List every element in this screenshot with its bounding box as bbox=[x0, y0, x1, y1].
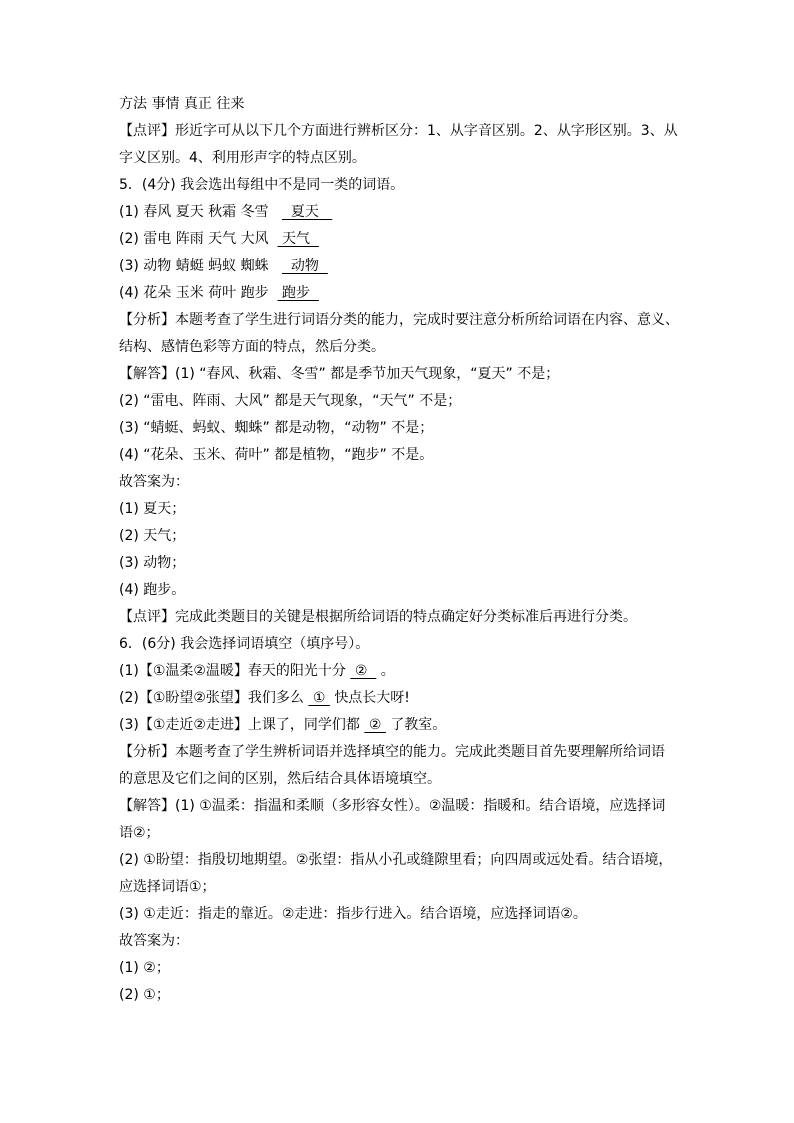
q6-item-text: (3)【①走近②走进】上课了，同学们都 bbox=[119, 717, 360, 733]
answer-heading: 故答案为： bbox=[119, 474, 189, 490]
q6-answer-blank: ② bbox=[368, 717, 382, 733]
solution-line-cont: 语②； bbox=[119, 825, 160, 841]
solution-line: 【解答】(1) “春风、秋霜、冬雪” 都是季节加天气现象，“夏天” 不是； bbox=[119, 366, 560, 382]
q5-item-text: (1) 春风 夏天 秋霜 冬雪 bbox=[119, 204, 269, 220]
analysis-line: 【分析】本题考查了学生辨析词语并选择填空的能力。完成此类题目首先要理解所给词语 bbox=[119, 744, 665, 760]
word-list-line: 方法 事情 真正 往来 bbox=[119, 96, 245, 112]
q6-item-suffix: 。 bbox=[380, 663, 395, 679]
q6-answer-blank: ① bbox=[312, 690, 326, 706]
solution-line: (2) ①盼望：指殷切地期望。②张望：指从小孔或缝隙里看；向四周或远处看。结合语境， bbox=[119, 852, 673, 868]
solution-line: (3) “蜻蜓、蚂蚁、蜘蛛” 都是动物，“动物” 不是； bbox=[119, 420, 434, 436]
answer-line: (3) 动物； bbox=[119, 555, 186, 571]
q5-item-2 bbox=[119, 230, 319, 248]
solution-line: (2) “雷电、阵雨、大风” 都是天气现象，“天气” 不是； bbox=[119, 393, 462, 409]
solution-line: (3) ①走近：指走的靠近。②走进：指步行进入。结合语境，应选择词语②。 bbox=[119, 906, 587, 922]
q6-item-1 bbox=[119, 662, 395, 680]
q6-item-3 bbox=[119, 716, 446, 734]
answer-line: (2) ①； bbox=[119, 987, 170, 1003]
analysis-line-cont: 的意思及它们之间的区别，然后结合具体语境填空。 bbox=[119, 771, 441, 787]
analysis-line: 【分析】本题考查了学生进行词语分类的能力，完成时要注意分析所给词语在内容、意义、 bbox=[119, 312, 679, 328]
q6-item-suffix: 快点长大呀! bbox=[334, 690, 410, 706]
q5-item-text: (4) 花朵 玉米 荷叶 跑步 bbox=[119, 285, 269, 301]
comment-line-cont: 字义区别。4、利用形声字的特点区别。 bbox=[119, 150, 366, 166]
answer-heading: 故答案为： bbox=[119, 933, 189, 949]
answer-line: (1) 夏天； bbox=[119, 501, 186, 517]
q5-item-3 bbox=[119, 257, 328, 275]
q6-item-text: (1)【①温柔②温暖】春天的阳光十分 bbox=[119, 663, 346, 679]
q5-answer-blank: 夏天 bbox=[290, 204, 319, 220]
solution-line: 【解答】(1) ①温柔：指温和柔顺（多形容女性）。②温暖：指暖和。结合语境，应选择词 bbox=[119, 798, 666, 814]
q5-answer-blank: 跑步 bbox=[282, 285, 310, 301]
comment-line: 【点评】形近字可从以下几个方面进行辨析区分：1、从字音区别。2、从字形区别。3、从 bbox=[119, 123, 678, 139]
q5-item-text: (2) 雷电 阵雨 天气 大风 bbox=[119, 231, 269, 247]
q5-item-4 bbox=[119, 284, 319, 302]
solution-line-cont: 应选择词语①； bbox=[119, 879, 216, 895]
question-6-title: 6．(6分) 我会选择词语填空（填序号）。 bbox=[119, 636, 370, 652]
question-5-title: 5．(4分) 我会选出每组中不是同一类的词语。 bbox=[119, 177, 405, 193]
q6-item-suffix: 了教室。 bbox=[390, 717, 447, 733]
answer-line: (1) ②； bbox=[119, 960, 170, 976]
q5-item-1 bbox=[119, 203, 332, 221]
q6-item-2 bbox=[119, 689, 410, 707]
q5-answer-blank: 动物 bbox=[290, 258, 319, 274]
analysis-line-cont: 结构、感情色彩等方面的特点，然后分类。 bbox=[119, 339, 385, 355]
answer-line: (4) 跑步。 bbox=[119, 582, 186, 598]
q6-item-text: (2)【①盼望②张望】我们多么 bbox=[119, 690, 304, 706]
q5-item-text: (3) 动物 蜻蜓 蚂蚁 蜘蛛 bbox=[119, 258, 269, 274]
answer-line: (2) 天气； bbox=[119, 528, 186, 544]
comment-line: 【点评】完成此类题目的关键是根据所给词语的特点确定好分类标准后再进行分类。 bbox=[119, 609, 637, 625]
solution-line: (4) “花朵、玉米、荷叶” 都是植物，“跑步” 不是。 bbox=[119, 447, 434, 463]
q6-answer-blank: ② bbox=[354, 663, 368, 679]
q5-answer-blank: 天气 bbox=[282, 231, 310, 247]
